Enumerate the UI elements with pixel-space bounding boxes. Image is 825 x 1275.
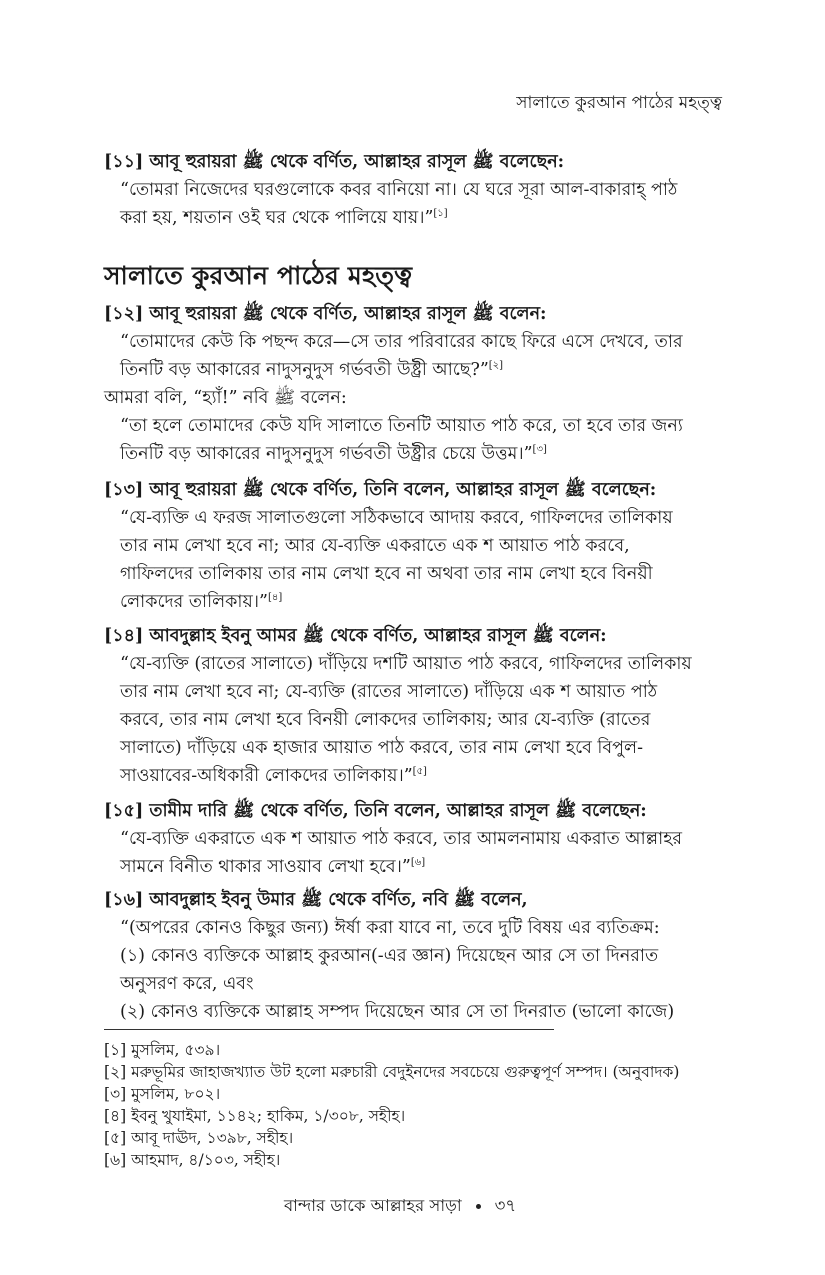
footnote-ref-6[interactable]: [৬] [410,857,426,869]
page [104,0,722,1275]
hadith-14-line-4: সালাতে) দাঁড়িয়ে এক হাজার আয়াত পাঠ করবে, তার নাম লেখা হবে বিপুল- [120,738,643,758]
hadith-13-intro: [১৩] আবূ হুরায়রা ﷺ থেকে বর্ণিত, তিনি বলেন, আল্লাহর রাসূল ﷺ বলেছেন: [104,480,657,500]
hadith-15-intro: [১৫] তামীম দারি ﷺ থেকে বর্ণিত, তিনি বলেন, আল্লাহর রাসূল ﷺ বলেছেন: [104,801,647,821]
hadith-11-intro: [১১] আবূ হুরায়রা ﷺ থেকে বর্ণিত, আল্লাহর রাসূল ﷺ বলেছেন: [104,152,565,172]
hadith-16-intro: [১৬] আবদুল্লাহ ইবনু উমার ﷺ থেকে বর্ণিত, নবি ﷺ বলেন, [104,890,528,910]
hadith-15-line-2: সামনে বিনীত থাকার সাওয়াব লেখা হবে।”[৬] [120,857,426,877]
hadith-12-line-3: “তা হলে তোমাদের কেউ যদি সালাতে তিনটি আয়াত পাঠ করে, তা হবে তার জন্য [120,416,683,436]
hadith-16 [104,886,722,1026]
hadith-16-line-4: (২) কোনও ব্যক্তিকে আল্লাহ সম্পদ দিয়েছেন আর সে তা দিনরাত (ভালো কাজে) [120,1002,675,1022]
footnote-ref-2[interactable]: [২] [488,360,504,372]
footnote-ref-1[interactable]: [১] [433,208,448,220]
footer-book-title: বান্দার ডাকে আল্লাহর সাড়া [284,1196,462,1215]
running-header: সালাতে কুরআন পাঠের মহত্ত্ব [516,93,722,113]
hadith-13-line-4: লোকদের তালিকায়।”[৪] [120,592,283,612]
hadith-14-line-3: করবে, তার নাম লেখা হবে বিনয়ী লোকদের তালিকায়; আর যে-ব্যক্তি (রাতের [120,710,651,730]
hadith-13-line-3: গাফিলদের তালিকায় তার নাম লেখা হবে না অথবা তার নাম লেখা হবে বিনয়ী [120,564,653,584]
footnote-ref-4[interactable]: [৪] [267,592,283,604]
footnote-1: [১] মুসলিম, ৫৩৯। [104,1041,221,1059]
hadith-16-line-1: “(অপরের কোনও কিছুর জন্য) ঈর্ষা করা যাবে না, তবে দুটি বিষয় এর ব্যতিক্রম: [120,918,660,938]
footnote-divider [104,1029,554,1030]
footnote-5: [৫] আবূ দাঊদ, ১৩৯৮, সহীহ। [104,1129,294,1147]
hadith-11-line-2: করা হয়, শয়তান ওই ঘর থেকে পালিয়ে যায়।”[১] [120,208,448,228]
hadith-12-middle: আমরা বলি, “হ্যাঁ!” নবি ﷺ বলেন: [104,388,347,408]
hadith-13 [104,476,722,616]
bullet-separator [476,1204,481,1209]
hadith-11-line-1: “তোমরা নিজেদের ঘরগুলোকে কবর বানিয়ো না। যে ঘরে সূরা আল-বাকারাহ্ পাঠ [120,180,678,200]
hadith-12-intro: [১২] আবূ হুরায়রা ﷺ থেকে বর্ণিত, আল্লাহর রাসূল ﷺ বলেন: [104,304,547,324]
hadith-16-line-2: (১) কোনও ব্যক্তিকে আল্লাহ কুরআন(-এর জ্ঞান) দিয়েছেন আর সে তা দিনরাত [120,946,659,966]
hadith-13-line-2: তার নাম লেখা হবে না; আর যে-ব্যক্তি একরাতে এক শ আয়াত পাঠ করবে, [120,536,630,556]
hadith-14-line-1: “যে-ব্যক্তি (রাতের সালাতে) দাঁড়িয়ে দশটি আয়াত পাঠ করবে, গাফিলদের তালিকায় [120,654,692,674]
footnote-2: [২] মরুভূমির জাহাজখ্যাত উট হলো মরুচারী বেদুইনদের সবচেয়ে গুরুত্বপূর্ণ সম্পদ। (অনুবাদক) [104,1063,680,1081]
hadith-14 [104,622,722,790]
footnote-6: [৬] আহমাদ, ৪/১০৩, সহীহ। [104,1151,281,1169]
footnote-ref-5[interactable]: [৫] [412,766,427,778]
footnote-3: [৩] মুসলিম, ৮০২। [104,1085,221,1103]
hadith-13-line-1: “যে-ব্যক্তি এ ফরজ সালাতগুলো সঠিকভাবে আদায় করবে, গাফিলদের তালিকায় [120,508,673,528]
hadith-15 [104,797,722,881]
hadith-14-line-2: তার নাম লেখা হবে না; যে-ব্যক্তি (রাতের সালাতে) দাঁড়িয়ে এক শ আয়াত পাঠ [120,682,658,702]
hadith-14-intro: [১৪] আবদুল্লাহ ইবনু আমর ﷺ থেকে বর্ণিত, আল্লাহর রাসূল ﷺ বলেন: [104,626,607,646]
hadith-12 [104,300,722,468]
page-number: ৩৭ [494,1196,517,1215]
hadith-11 [104,148,722,232]
footnote-ref-3[interactable]: [৩] [532,444,547,456]
hadith-16-line-3: অনুসরণ করে, এবং [120,974,254,994]
hadith-12-line-2: তিনটি বড় আকারের নাদুসনুদুস গর্ভবতী উষ্ট্রী আছে?”[২] [120,360,504,380]
footnote-4: [৪] ইবনু খুযাইমা, ১১৪২; হাকিম, ১/৩০৮, সহীহ। [104,1107,406,1125]
section-title: সালাতে কুরআন পাঠের মহত্ত্ব [104,261,413,290]
hadith-12-line-4: তিনটি বড় আকারের নাদুসনুদুস গর্ভবতী উষ্ট্রীর চেয়ে উত্তম।”[৩] [120,444,547,464]
hadith-14-line-5: সাওয়াবের-অধিকারী লোকদের তালিকায়।”[৫] [120,766,427,786]
hadith-12-line-1: “তোমাদের কেউ কি পছন্দ করে—সে তার পরিবারের কাছে ফিরে এসে দেখবে, তার [120,332,683,352]
page-footer [284,1193,516,1220]
hadith-15-line-1: “যে-ব্যক্তি একরাতে এক শ আয়াত পাঠ করবে, তার আমলনামায় একরাত আল্লাহর [120,829,683,849]
